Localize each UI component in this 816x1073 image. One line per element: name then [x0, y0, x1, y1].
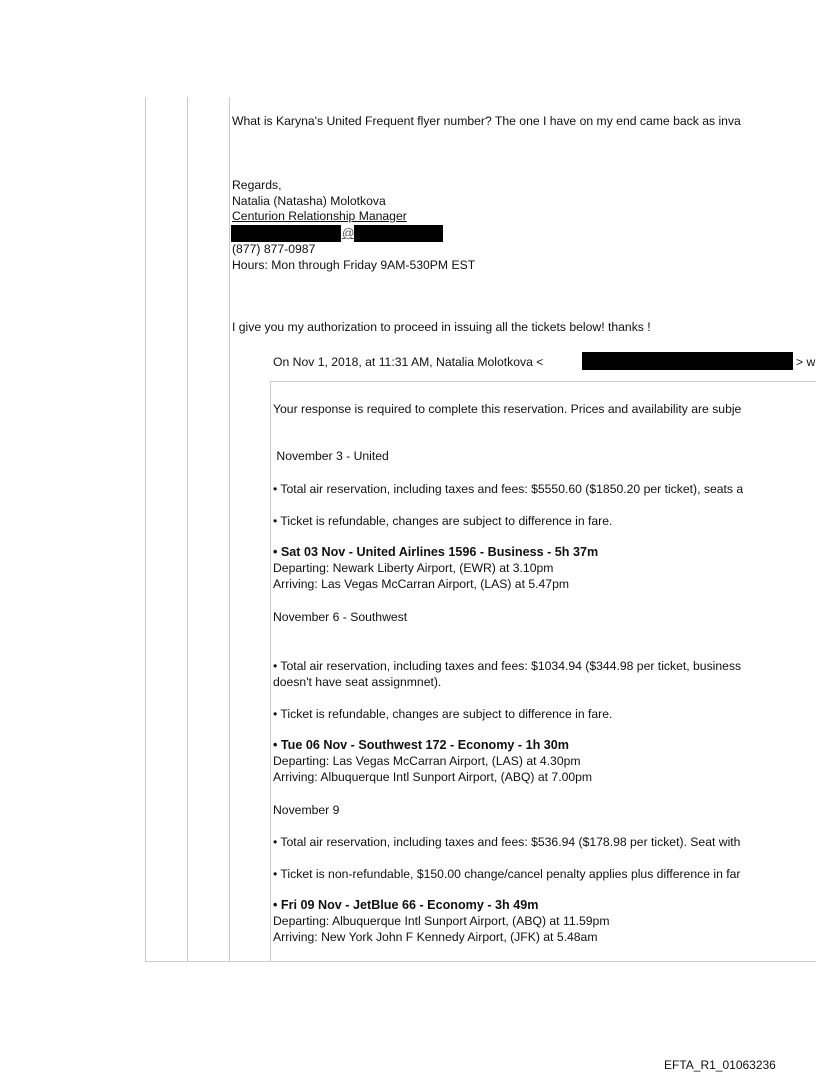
quote-rule-3	[270, 381, 271, 961]
question-line: What is Karyna's United Frequent flyer number? The one I have on my end came back as inva	[232, 114, 741, 128]
signature-phone: (877) 877-0987	[232, 242, 316, 256]
signature-email-at: @	[342, 226, 355, 240]
segment-arrive: Arriving: Las Vegas McCarran Airport, (LAS) at 5.47pm	[273, 577, 570, 591]
signature-hours: Hours: Mon through Friday 9AM-530PM EST	[232, 258, 476, 272]
authorization-line: I give you my authorization to proceed in issuing all the tickets below! thanks !	[232, 320, 651, 334]
segment-heading: November 9	[273, 803, 340, 817]
signature-title: Centurion Relationship Manager	[232, 209, 407, 223]
segment-refund: • Ticket is refundable, changes are subject to difference in fare.	[273, 514, 613, 528]
segment-price-cont: doesn't have seat assignmnet).	[273, 675, 442, 689]
redaction-sender-email	[582, 352, 793, 370]
signature-name: Natalia (Natasha) Molotkova	[232, 194, 386, 208]
segment-depart: Departing: Albuquerque Intl Sunport Airport, (ABQ) at 11.59pm	[273, 914, 610, 928]
segment-depart: Departing: Las Vegas McCarran Airport, (LAS) at 4.30pm	[273, 754, 581, 768]
redaction-email-domain	[354, 225, 443, 242]
segment-heading: November 6 - Southwest	[273, 610, 408, 624]
quoted-intro: Your response is required to complete this reservation. Prices and availability are subje	[273, 402, 742, 416]
segment-arrive: Arriving: New York John F Kennedy Airport, (JFK) at 5.48am	[273, 930, 598, 944]
segment-refund: • Ticket is non-refundable, $150.00 change/cancel penalty applies plus difference in far	[273, 867, 741, 881]
segment-arrive: Arriving: Albuquerque Intl Sunport Airport, (ABQ) at 7.00pm	[273, 770, 593, 784]
segment-price: • Total air reservation, including taxes and fees: $1034.94 ($344.98 per ticket, business	[273, 659, 742, 673]
segment-heading: November 3 - United	[273, 449, 389, 463]
quote-rule-1	[187, 97, 188, 961]
segment-price: • Total air reservation, including taxes and fees: $536.94 ($178.98 per ticket). Seat with	[273, 835, 741, 849]
quote-header-suffix: > w	[796, 355, 816, 369]
segment-flight: • Fri 09 Nov - JetBlue 66 - Economy - 3h 49m	[273, 898, 539, 912]
segment-flight: • Tue 06 Nov - Southwest 172 - Economy - 1h 30m	[273, 738, 570, 752]
segment-refund: • Ticket is refundable, changes are subject to difference in fare.	[273, 707, 613, 721]
quote-header-prefix: On Nov 1, 2018, at 11:31 AM, Natalia Molotkova <	[273, 355, 544, 369]
segment-price: • Total air reservation, including taxes and fees: $5550.60 ($1850.20 per ticket), seats a	[273, 482, 744, 496]
segment-depart: Departing: Newark Liberty Airport, (EWR) at 3.10pm	[273, 561, 554, 575]
outer-border-left	[145, 97, 146, 961]
outer-border-bottom	[145, 961, 816, 962]
quote-rule-2	[229, 97, 230, 961]
redaction-email-user	[231, 225, 341, 242]
document-id: EFTA_R1_01063236	[664, 1058, 776, 1072]
signature-closing: Regards,	[232, 178, 282, 192]
quote-box-top	[270, 381, 816, 382]
segment-flight: • Sat 03 Nov - United Airlines 1596 - Business - 5h 37m	[273, 545, 599, 559]
